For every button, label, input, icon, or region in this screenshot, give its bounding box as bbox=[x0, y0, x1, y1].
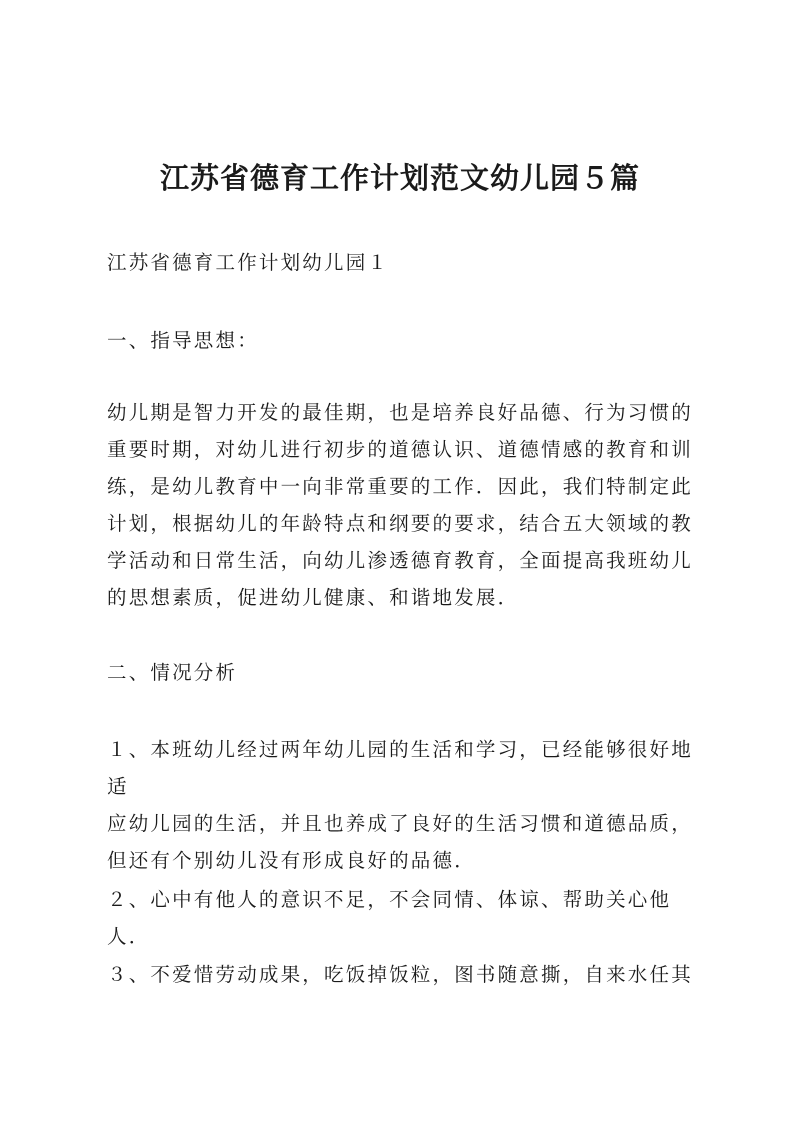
section-heading-situation-analysis: 二、情况分析 bbox=[107, 661, 238, 684]
section-body-guiding-ideology: 幼儿期是智力开发的最佳期，也是培养良好品德、行为习惯的 重要时期，对幼儿进行初步的道德认识、道德情感的教育和训 练，是幼儿教育中一向非常重要的工作．因此，我们特制定此 计划，根据幼儿的年龄特点和纲要的要求，结合五大领域的教 学活动和日常生活，向幼儿渗透德育教育，全面提高我班幼儿 的思想素质，促进幼儿健康、和谐地发展． bbox=[107, 401, 693, 609]
document-subtitle: 江苏省德育工作计划幼儿园１ bbox=[107, 251, 390, 274]
list-item-2: ２、心中有他人的意识不足，不会同情、体谅、帮助关心他人． bbox=[107, 888, 672, 948]
document-title: 江苏省德育工作计划范文幼儿园５篇 bbox=[159, 161, 640, 195]
list-item-1: １、本班幼儿经过两年幼儿园的生活和学习，已经能够很好地适 应幼儿园的生活，并且也养成了良好的生活习惯和道德品质， 但还有个别幼儿没有形成良好的品德． bbox=[107, 738, 693, 872]
section-heading-guiding-ideology: 一、指导思想： bbox=[107, 329, 259, 352]
list-item-3: ３、不爱惜劳动成果，吃饭掉饭粒，图书随意撕，自来水任其 bbox=[107, 963, 693, 986]
